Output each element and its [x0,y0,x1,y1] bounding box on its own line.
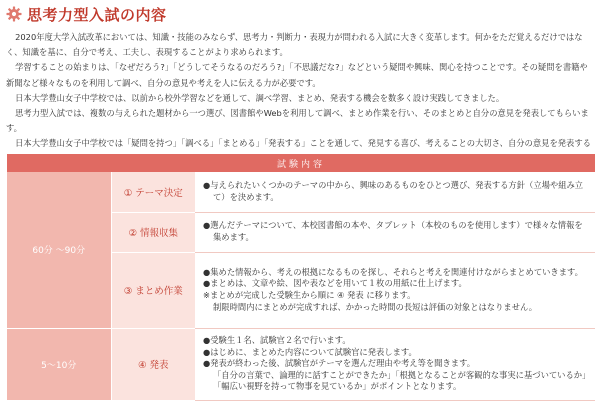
note-item: 制限時間内にまとめが完成すれば、かかった時間の長短は評価の対象とはなりません。 [213,301,538,312]
paragraph: 日本大学豊山女子中学校では「疑問を持つ」「調べる」「まとめる」「発表する」ことを通して、発見する喜び、考えることの大切さ、自分の意見を発表する [15,138,591,149]
list-item: ●与えられたいくつかのテーマの中から、興味のあるものをひとつ選び、発表する方針（立場や組み立て）を決めます。 [203,180,584,202]
phase-presentation: ④ 発表 [111,328,195,400]
list-item: 「自分の言葉で、論理的に話すことができたか」「根拠となることが客観的な事実に基づいているか」「幅広い視野を持って物事を見ているか」がポイントとなります。 [213,369,587,392]
time-cell: 5〜10分 [7,328,111,400]
paragraph: 思考力型入試では、複数の与えられた題材から一つ選び、図書館やWebを利用して調べ、まとめ作業を行い、そのまとめと自分の意見を発表してもらいます。 [6,108,589,134]
exam-content-table [7,154,595,401]
phase-research: ② 情報収集 [111,212,195,252]
list-item: ●受験生１名、試験官２名で行います。 [203,335,351,346]
list-item: ●はじめに、まとめた内容について試験官に発表します。 [203,346,417,357]
paragraph: 2020年度大学入試改革においては、知識・技能のみならず、思考力・判断力・表現力が問われる入試に大きく変革します。何かをただ覚えるだけではなく、知識を基に、自分で考え、工夫し、表現することがより求められます。 [6,32,583,58]
gear-icon [6,6,22,22]
time-cell: 60分 〜90分 [7,172,111,328]
list-item: ●選んだテーマについて、本校図書館の本や、タブレット（本校のものを使用します）で様々な情報を集めます。 [203,220,583,242]
list-item: ●まとめは、文章や絵、図や表などを用いて１枚の用紙に仕上げます。 [203,278,467,289]
intro-text [6,30,594,167]
section-heading [6,4,167,24]
phase-description [195,252,595,328]
note-item: ※まとめが完成した受験生から順に ④ 発表 に移ります。 [203,290,416,300]
phase-theme: ① テーマ決定 [111,172,195,212]
phase-summary: ③ まとめ作業 [111,252,195,328]
phase-description [195,212,595,252]
list-item: ●集めた情報から、考えの根拠になるものを探し、それらと考えを関連付けながらまとめていきます。 [203,266,583,277]
paragraph: 学習することの始まりは、「なぜだろう?」「どうしてそうなるのだろう?」「不思議だな?」などという疑問や興味、関心を持つことです。その疑問を書籍や新聞など様々なものを利用して調べ、自分の意見や考えを人に伝える力が必要です。 [6,62,588,88]
table-header: 試験内容 [7,154,595,172]
phase-description [195,328,595,400]
page-title: 思考力型入試の内容 [27,5,167,24]
list-item: ●発表が終わった後、試験官がテーマを選んだ理由や考え等を聞きます。 [203,358,475,369]
phase-description [195,172,595,212]
paragraph: 日本大学豊山女子中学校では、以前から校外学習などを通して、調べ学習、まとめ、発表する機会を数多く設け実践してきました。 [15,92,505,103]
